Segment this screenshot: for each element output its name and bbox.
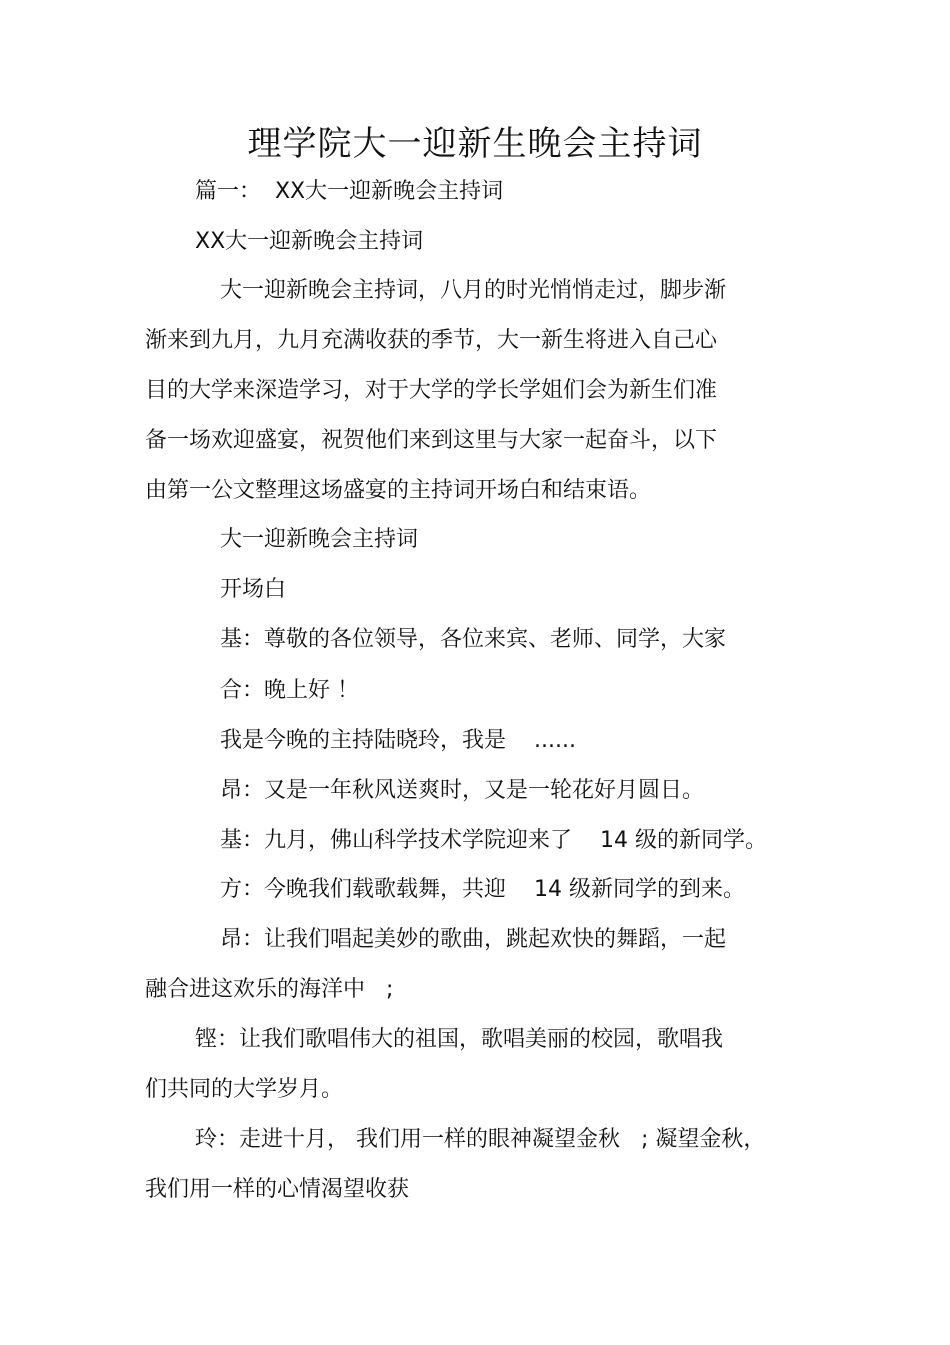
paragraph-line: 们共同的大学岁月。	[145, 1077, 344, 1102]
paragraph-line: 合：晚上好 ！	[220, 678, 359, 703]
paragraph-line: 开场白	[220, 577, 287, 602]
paragraph-line: 大一迎新晚会主持词，八月的时光悄悄走过，脚步渐	[220, 278, 727, 303]
paragraph-line: XX大一迎新晚会主持词	[195, 229, 424, 254]
paragraph-line: 我们用一样的心情渴望收获	[145, 1177, 410, 1202]
paragraph-line: 备一场欢迎盛宴，祝贺他们来到这里与大家一起奋斗，以下	[145, 428, 718, 453]
paragraph-line: 基：九月，佛山科学技术学院迎来了 14 级的新同学。	[220, 828, 767, 853]
paragraph-line: 我是今晚的主持陆晓玲，我是 ......	[220, 728, 576, 753]
paragraph-line: 玲：走进十月， 我们用一样的眼神凝望金秋 ; 凝望金秋，	[195, 1127, 766, 1152]
paragraph-line: 大一迎新晚会主持词	[220, 527, 419, 552]
paragraph-line: 铿：让我们歌唱伟大的祖国，歌唱美丽的校园，歌唱我	[195, 1027, 724, 1052]
paragraph-line: 由第一公文整理这场盛宴的主持词开场白和结束语。	[145, 478, 652, 503]
paragraph-line: 渐来到九月，九月充满收获的季节，大一新生将进入自己心	[145, 328, 718, 353]
paragraph-line: 融合进这欢乐的海洋中 ;	[145, 977, 394, 1002]
paragraph-line: 方：今晚我们载歌载舞，共迎 14 级新同学的到来。	[220, 877, 745, 902]
paragraph-line: 基：尊敬的各位领导，各位来宾、老师、同学，大家	[220, 627, 727, 652]
paragraph-line: 昂：让我们唱起美妙的歌曲，跳起欢快的舞蹈，一起	[220, 927, 727, 952]
document-title: 理学院大一迎新生晚会主持词	[247, 124, 703, 164]
paragraph-line: 昂：又是一年秋风送爽时，又是一轮花好月圆日。	[220, 778, 705, 803]
section-heading: 篇一： XX大一迎新晚会主持词	[195, 179, 504, 204]
paragraph-line: 目的大学来深造学习，对于大学的学长学姐们会为新生们准	[145, 378, 718, 403]
